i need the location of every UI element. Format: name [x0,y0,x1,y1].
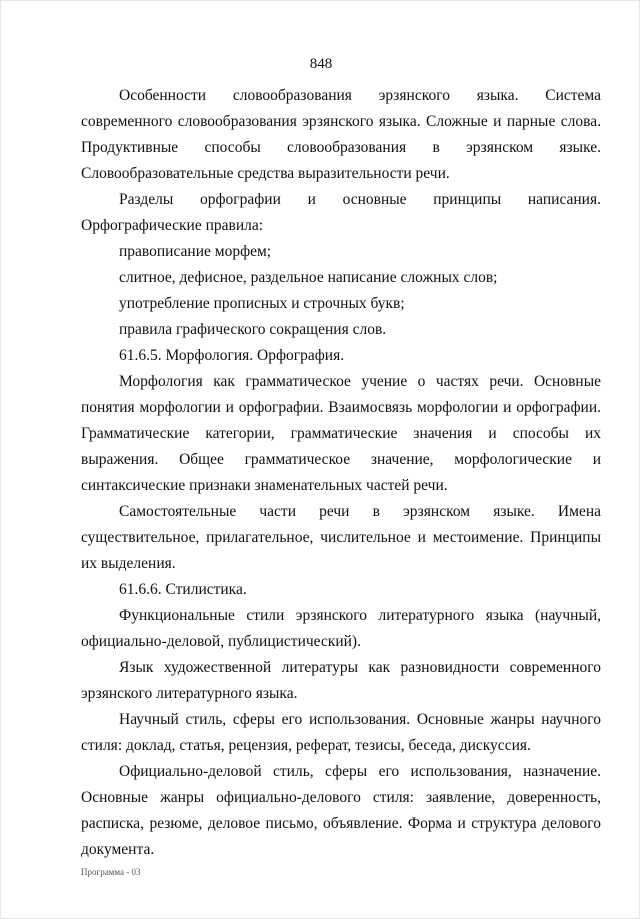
section-heading-stylistics: 61.6.6. Стилистика. [119,581,247,598]
list-item: правила графического сокращения слов. [119,321,387,338]
paragraph-literary-language: Язык художественной литературы как разновидности современного эрзянского литературного языка. [81,659,601,702]
paragraph-orthography-sections: Разделы орфографии и основные принципы написания. Орфографические правила: [81,191,601,234]
list-item: слитное, дефисное, раздельное написание сложных слов; [119,269,498,286]
paragraph-scientific-style: Научный стиль, сферы его использования. Основные жанры научного стиля: доклад, статья, рецензия, реферат, тезисы, беседа, дискуссия. [81,711,601,754]
page-number: 848 [309,56,333,72]
list-item: употребление прописных и строчных букв; [119,295,405,312]
section-heading-morphology: 61.6.5. Морфология. Орфография. [119,347,345,364]
paragraph-parts-of-speech: Самостоятельные части речи в эрзянском языке. Имена существительное, прилагательное, числительное и местоимение. Принципы их выделения. [81,503,601,572]
list-item: правописание морфем; [119,243,272,260]
paragraph-functional-styles: Функциональные стили эрзянского литературного языка (научный, официально-деловой, публицистический). [81,607,601,650]
page-footer: Программа - 03 [81,867,141,877]
paragraph-official-style: Официально-деловой стиль, сферы его использования, назначение. Основные жанры официально-делового стиля: заявление, доверенность, расписка, резюме, деловое письмо, объявление. Форма и структура делового документа. [81,763,601,858]
paragraph-word-formation: Особенности словообразования эрзянского языка. Система современного словообразования эрзянского языка. Сложные и парные слова. Продуктивные способы словообразования в эрзянском языке. Словообразовательные средства выразительности речи. [81,87,601,182]
paragraph-morphology: Морфология как грамматическое учение о частях речи. Основные понятия морфологии и орфографии. Взаимосвязь морфологии и орфографии. Грамматические категории, грамматические значения и способы их выражения. Общее грамматическое значение, морфологические и синтаксические признаки знаменательных частей речи. [81,373,601,494]
document-body [81,83,601,863]
